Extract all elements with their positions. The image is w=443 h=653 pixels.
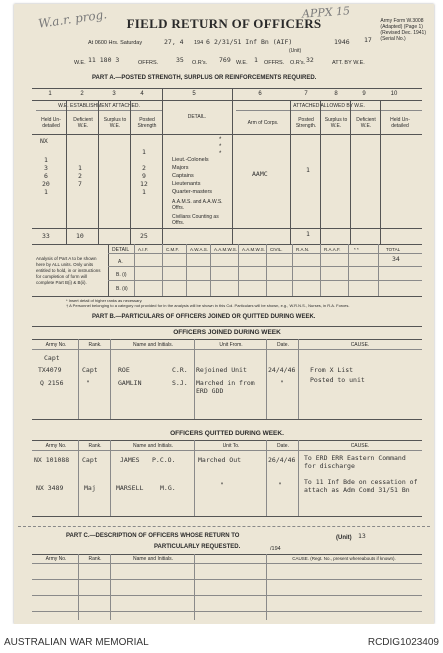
detail-row-3: Lieutenants <box>172 181 201 187</box>
sum-row-a: A. <box>118 259 123 265</box>
sum-head-detail: DETAIL <box>112 247 130 253</box>
total-col2: 10 <box>76 232 84 240</box>
joined-head-cause: CAUSE. <box>350 342 370 348</box>
joined-row1-name: ROE <box>118 366 130 374</box>
quitted-head-name: Name and Initials. <box>132 443 174 449</box>
archive-name: AUSTRALIAN WAR MEMORIAL <box>4 637 149 648</box>
partc-head-rank: Rank. <box>88 556 102 562</box>
part-c-unit-label: (Unit) <box>336 535 352 541</box>
col-num-2: 2 <box>80 91 84 97</box>
joined-head-name: Name and Initials. <box>132 342 174 348</box>
sum-total-value: 34 <box>392 255 400 263</box>
col-num-1: 1 <box>48 91 52 97</box>
form-title: FIELD RETURN OF OFFICERS <box>126 16 322 31</box>
unit-label: (Unit) <box>289 48 302 54</box>
col1-val-1: 1 <box>44 156 48 164</box>
quitted-row2-name: MARSELL <box>116 484 144 492</box>
quitted-head-rank: Rank. <box>88 443 102 449</box>
or-value-1: 35 <box>176 56 184 64</box>
joined-row1-no: TX4079 <box>38 366 62 374</box>
archive-id: RCDIG1023409 <box>367 637 439 648</box>
quitted-row1-init: P.C.O. <box>152 456 176 464</box>
offrs-label-1: OFFRS. <box>138 60 159 66</box>
quitted-row2-init: M.G. <box>160 484 176 492</box>
sum-row-bi: B. (i) <box>116 272 127 278</box>
joined-row2-name: GAMLIN <box>118 379 142 387</box>
quitted-row1-no: NX 101088 <box>34 456 70 464</box>
detail-row-2: Captains <box>172 173 194 179</box>
partc-head-no: Army No. <box>45 556 67 562</box>
col1-val-3: 6 <box>44 172 48 180</box>
head-col7: Posted Strength. <box>295 117 317 129</box>
part-c-date: /194 <box>270 546 281 552</box>
year-typed: 1946 <box>334 38 350 46</box>
partc-head-name: Name and Initials. <box>132 556 174 562</box>
handwritten-note-right: APPX 15 <box>301 4 351 21</box>
offrs-value-2: 1 <box>254 56 258 64</box>
head-col5: DETAIL. <box>187 114 207 120</box>
or-label-2: O.R's. <box>290 60 306 66</box>
joined-row1-cause: From X List <box>310 366 354 374</box>
col2-val-2: 7 <box>78 180 82 188</box>
group-left-head: W.E. ESTABLISHMENT ATTACHED. <box>58 103 140 109</box>
head-col6: Arm of Corps. <box>247 120 279 126</box>
part-b-title: PART B.—PARTICULARS OF OFFICERS JOINED OR QUITTED DURING WEEK. <box>92 314 316 320</box>
col-num-3: 3 <box>112 91 116 97</box>
col4-val-1: 2 <box>142 164 146 172</box>
head-col4: Posted Strength <box>137 117 157 129</box>
total-col7: 1 <box>306 230 310 238</box>
sum-head-total: TOTAL <box>386 247 401 252</box>
col-num-7: 7 <box>304 91 308 97</box>
unit-name: 2/31/51 Inf Bn (AIF) <box>214 38 293 46</box>
or-value-2: 32 <box>306 56 314 64</box>
quitted-row2-cause: To 11 Inf Bde on cessation of attach as Adm Comd 31/51 Bn <box>304 478 418 494</box>
col1-val-0: NX <box>40 137 48 145</box>
sum-head-aamws2: A.A.M.W.S. <box>242 247 266 252</box>
quitted-head-date: Date. <box>277 443 289 449</box>
sum-head-awas: A.W.A.S. <box>190 247 209 252</box>
quitted-head-to: Unit To. <box>222 443 240 449</box>
joined-head-date: Date. <box>277 342 289 348</box>
quitted-row2-rank: Maj <box>84 484 96 492</box>
quitted-row1-rank: Capt <box>82 456 98 464</box>
sum-row-bii: B. (ii) <box>116 286 128 292</box>
head-col8: Surplus to W.E. <box>324 117 348 129</box>
detail-row-5: A.A.M.S. and A.A.W.S. Offrs. <box>172 199 223 211</box>
col1-val-5: 1 <box>44 188 48 196</box>
col-num-10: 10 <box>390 91 398 97</box>
or-label-1: O.R's. <box>192 60 208 66</box>
col2-val-0: 1 <box>78 164 82 172</box>
group-right-head: ATTACHED ALLOWED BY W.E. <box>293 103 365 109</box>
quitted-row1-cause: To ERD ERR Eastern Command for discharge <box>304 454 406 470</box>
quitted-row1-name: JAMES <box>120 456 140 464</box>
part-c-unit-value: 13 <box>358 532 366 540</box>
time-label: At 0600 Hrs. Saturday <box>88 40 143 46</box>
col1-val-4: 20 <box>42 180 50 188</box>
return-date: 27, 4 <box>164 38 184 46</box>
quitted-row2-no: NX 3489 <box>36 484 64 492</box>
quitted-title: OFFICERS QUITTED DURING WEEK. <box>170 430 284 437</box>
we-label: W.E. <box>74 60 86 66</box>
part-c-line2: PARTICULARLY REQUESTED. <box>154 544 241 550</box>
offrs-label-2: OFFRS. <box>264 60 285 66</box>
quitted-head-no: Army No. <box>45 443 67 449</box>
col-num-4: 4 <box>140 91 144 97</box>
year-label: 194 <box>194 40 204 46</box>
form-sheet <box>14 4 434 624</box>
sum-head-aamws1: A.A.M.W.S. <box>214 247 238 252</box>
sum-head-aif: A.I.F. <box>138 247 149 252</box>
joined-row2-no: Q 2156 <box>40 379 64 387</box>
handwritten-note-left: W.a.r. prog. <box>37 7 108 31</box>
col4-val-4: 1 <box>142 188 146 196</box>
quitted-row1-to: Marched Out <box>198 456 242 464</box>
joined-title: OFFICERS JOINED DURING WEEK <box>173 329 281 336</box>
head-col1: Held Un-detailed <box>41 117 61 129</box>
quitted-row2-date: " <box>278 481 282 489</box>
sum-head-ran: R.A.N. <box>296 247 310 252</box>
joined-head-from: Unit From. <box>219 342 243 348</box>
serial-typed: 17 <box>364 36 372 44</box>
or-total-1: 769 <box>219 56 231 64</box>
head-col10: Held Un-detailed <box>390 117 410 129</box>
col-num-8: 8 <box>334 91 338 97</box>
form-reference: Army Form W.3008 (Adapted) (Page 1) (Revised Dec. 1941) (Serial No.) <box>380 18 426 42</box>
col4-val-3: 12 <box>140 180 148 188</box>
sum-head-blank: * * <box>354 247 359 252</box>
col2-val-1: 2 <box>78 172 82 180</box>
detail-row-4: Quarter-masters <box>172 189 213 195</box>
sum-head-civil: CIVIL. <box>270 247 283 252</box>
year-digit: 6 <box>206 38 210 46</box>
quitted-row2-to: " <box>220 481 224 489</box>
col4-val-0: 1 <box>142 148 146 156</box>
we-label-2: W.E. <box>236 60 248 66</box>
joined-row1-rank: Capt <box>82 366 98 374</box>
att-label: ATT. BY W.E. <box>332 60 365 66</box>
joined-head-rank: Rank. <box>88 342 102 348</box>
total-col1: 33 <box>42 232 50 240</box>
col-num-9: 9 <box>362 91 366 97</box>
joined-head-no: Army No. <box>45 342 67 348</box>
archive-footer <box>0 624 443 653</box>
footnote-1: * Insert detail of higher ranks as necessary. <box>66 298 143 303</box>
detail-asterisks: * * * <box>219 137 222 157</box>
joined-row1-from: Rejoined Unit <box>196 366 247 374</box>
total-col4: 25 <box>140 232 148 240</box>
col4-val-2: 9 <box>142 172 146 180</box>
col-num-5: 5 <box>192 91 196 97</box>
head-col9: Deficient W.E. <box>356 117 376 129</box>
detail-row-0: Lieut.-Colonels <box>172 157 209 163</box>
we-value: 11 180 3 <box>88 56 120 64</box>
arm-corps: AAMC <box>252 170 268 178</box>
head-col2: Deficient W.E. <box>73 117 93 129</box>
part-c-title: PART C.—DESCRIPTION OF OFFICERS WHOSE RETURN TO <box>66 533 240 539</box>
analysis-note: Analysis of Part A to be shown here by ALL units. Only units entitled to hold, in or instructions for completion of form will complete Part B(i) & B(ii). <box>36 256 101 285</box>
quitted-row1-date: 26/4/46 <box>268 456 296 464</box>
col-num-6: 6 <box>258 91 262 97</box>
col1-val-2: 3 <box>44 164 48 172</box>
detail-row-1: Majors <box>172 165 189 171</box>
joined-row2-init: S.J. <box>172 379 188 387</box>
sum-head-cmf: C.M.F. <box>166 247 179 252</box>
joined-row0-no: Capt <box>44 354 60 362</box>
joined-row2-from: Marched in from ERD GDD <box>196 379 255 395</box>
quitted-head-cause: CAUSE. <box>350 443 370 449</box>
detail-row-6: Civilians Counting as Offrs. <box>172 214 219 226</box>
footnote-2: † A Personnel belonging to a category not provided for in the analysis will be shown in this Col. Particulars will be shown, e.g., W.R.N.S., Nurses, in R.A. Forces. <box>66 303 350 308</box>
joined-row1-date: 24/4/46 <box>268 366 296 374</box>
joined-row2-rank: " <box>86 379 90 387</box>
joined-row2-date: " <box>280 379 284 387</box>
part-a-title: PART A.—POSTED STRENGTH, SURPLUS OR REINFORCEMENTS REQUIRED. <box>92 75 317 81</box>
joined-row2-cause: Posted to unit <box>310 376 365 384</box>
col7-val: 1 <box>306 166 310 174</box>
sum-head-raaf: R.A.A.F. <box>324 247 341 252</box>
joined-row1-init: C.R. <box>172 366 188 374</box>
head-col3: Surplus to W.E. <box>103 117 127 129</box>
partc-head-cause: CAUSE. (Regt. No., present whereabouts if known). <box>292 556 396 561</box>
